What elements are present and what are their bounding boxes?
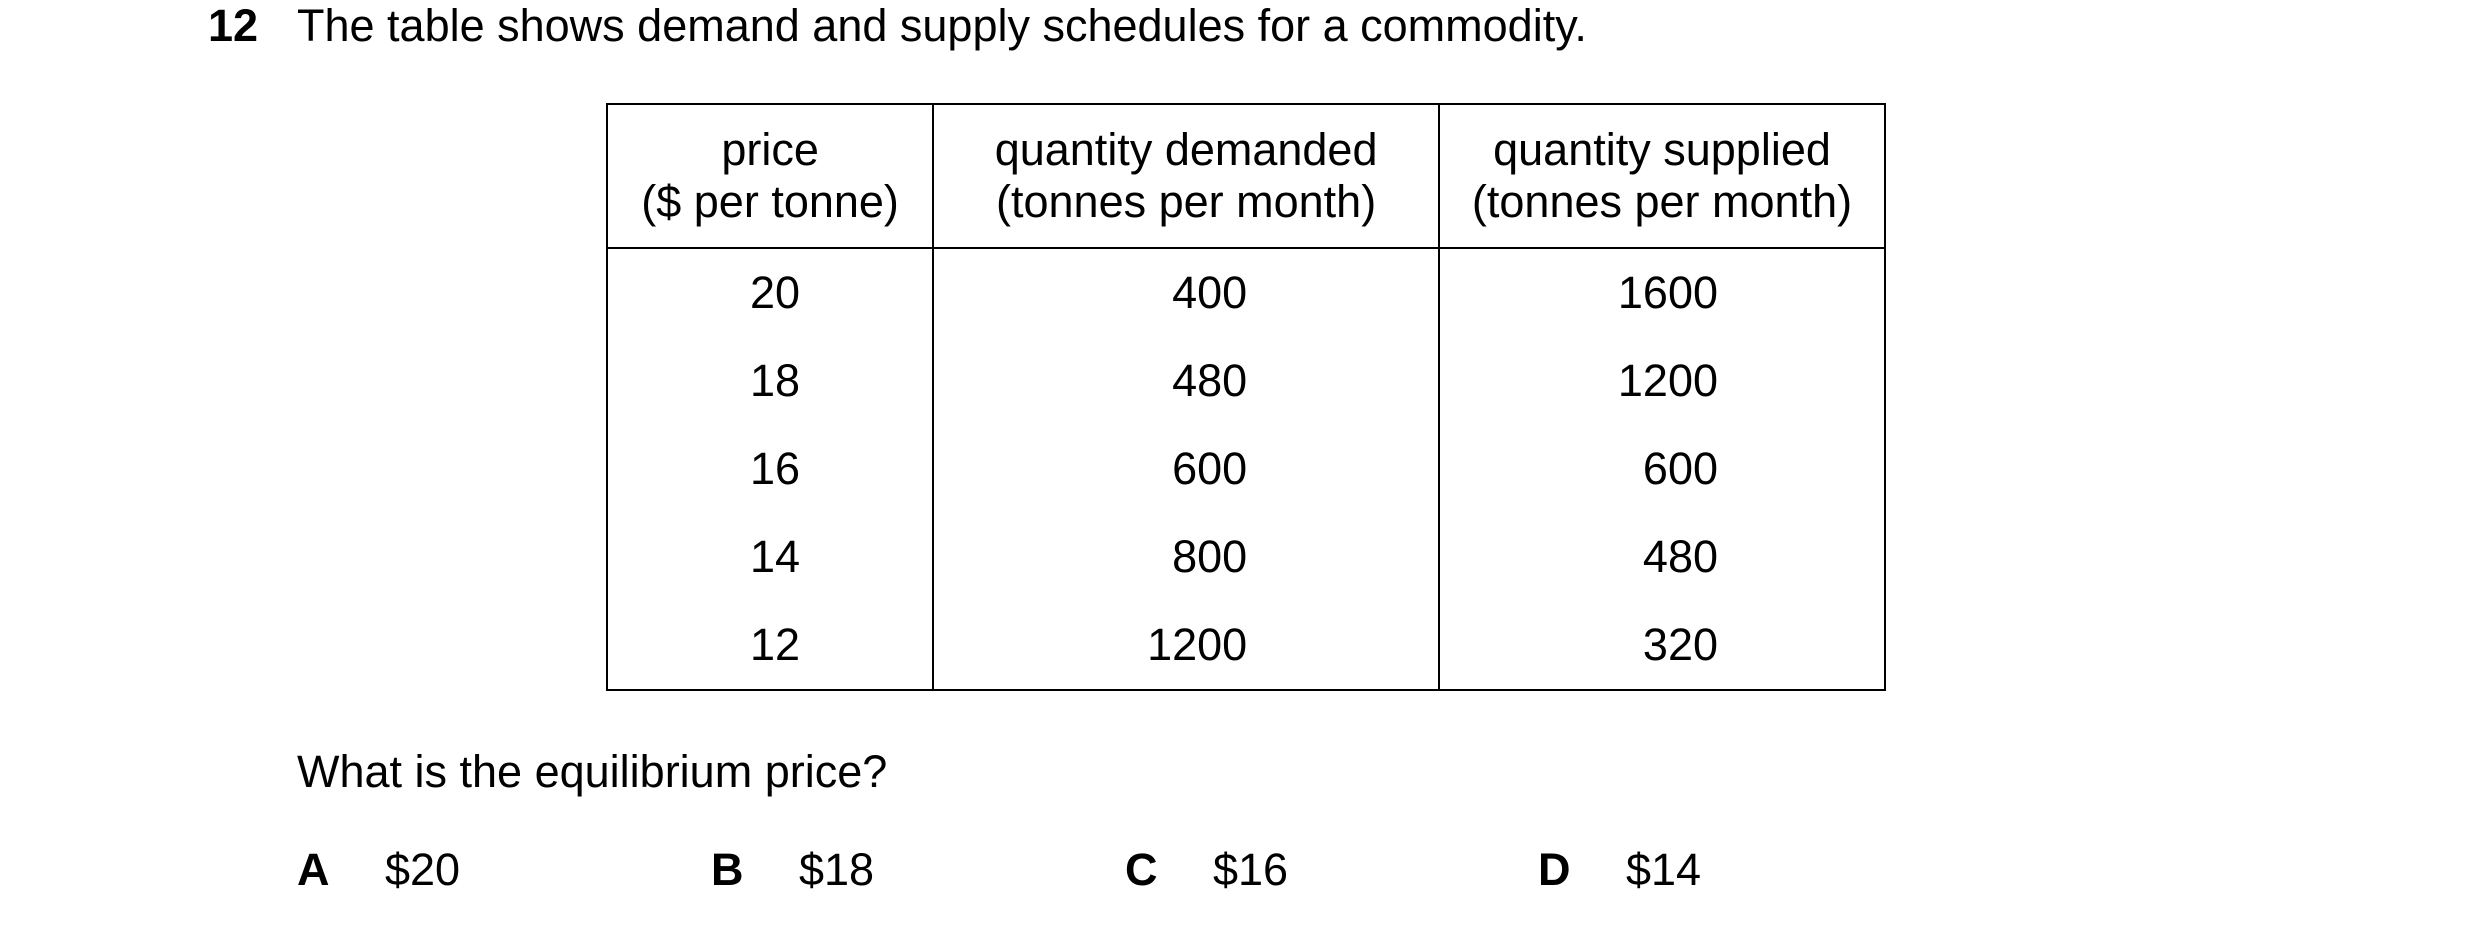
cell-supplied <box>1439 601 1885 690</box>
question-number: 12 <box>208 0 259 51</box>
cell-supplied <box>1439 513 1885 601</box>
supplied-value: 1600 <box>1617 267 1719 318</box>
header-demanded-line2: (tonnes per month) <box>996 176 1377 227</box>
cell-demanded <box>933 337 1439 425</box>
header-price-line1: price <box>721 124 819 175</box>
answer-options <box>0 844 2480 904</box>
supplied-value: 320 <box>1642 619 1719 670</box>
option-c[interactable] <box>1125 844 1288 896</box>
question-stem: The table shows demand and supply schedules for a commodity. <box>297 0 1587 51</box>
option-text: $16 <box>1213 844 1289 895</box>
price-value: 16 <box>749 443 800 494</box>
supplied-value: 1200 <box>1617 355 1719 406</box>
supplied-value: 600 <box>1642 443 1719 494</box>
demanded-value: 800 <box>1172 531 1248 582</box>
cell-price <box>607 425 933 513</box>
header-demanded-line1: quantity demanded <box>994 124 1378 175</box>
cell-price <box>607 337 933 425</box>
cell-supplied <box>1439 337 1885 425</box>
price-value: 18 <box>749 355 800 406</box>
price-value: 14 <box>749 531 800 582</box>
table-row <box>607 248 1885 337</box>
option-letter: C <box>1125 844 1158 895</box>
cell-supplied <box>1439 248 1885 337</box>
table-row <box>607 513 1885 601</box>
header-price <box>607 104 933 248</box>
option-a[interactable] <box>297 844 460 896</box>
demanded-value: 600 <box>1172 443 1248 494</box>
table-header-row <box>607 104 1885 248</box>
supplied-value: 480 <box>1642 531 1719 582</box>
option-text: $18 <box>799 844 875 895</box>
option-letter: B <box>711 844 744 895</box>
price-value: 20 <box>749 267 800 318</box>
table-row <box>607 601 1885 690</box>
cell-price <box>607 601 933 690</box>
header-quantity-demanded <box>933 104 1439 248</box>
header-quantity-supplied <box>1439 104 1885 248</box>
option-d[interactable] <box>1538 844 1701 896</box>
header-price-line2: ($ per tonne) <box>641 176 899 227</box>
cell-demanded <box>933 248 1439 337</box>
demanded-value: 1200 <box>1147 619 1248 670</box>
cell-supplied <box>1439 425 1885 513</box>
question-prompt: What is the equilibrium price? <box>297 746 888 797</box>
price-value: 12 <box>749 619 800 670</box>
demanded-value: 480 <box>1172 355 1248 406</box>
option-text: $20 <box>385 844 461 895</box>
table-row <box>607 425 1885 513</box>
option-text: $14 <box>1626 844 1702 895</box>
cell-price <box>607 513 933 601</box>
option-letter: D <box>1538 844 1571 895</box>
option-b[interactable] <box>711 844 874 896</box>
table-row <box>607 337 1885 425</box>
cell-price <box>607 248 933 337</box>
header-supplied-line2: (tonnes per month) <box>1471 176 1853 227</box>
cell-demanded <box>933 601 1439 690</box>
demanded-value: 400 <box>1172 267 1248 318</box>
schedule-table <box>606 103 1886 691</box>
option-letter: A <box>297 844 330 895</box>
cell-demanded <box>933 425 1439 513</box>
cell-demanded <box>933 513 1439 601</box>
header-supplied-line1: quantity supplied <box>1493 124 1831 175</box>
